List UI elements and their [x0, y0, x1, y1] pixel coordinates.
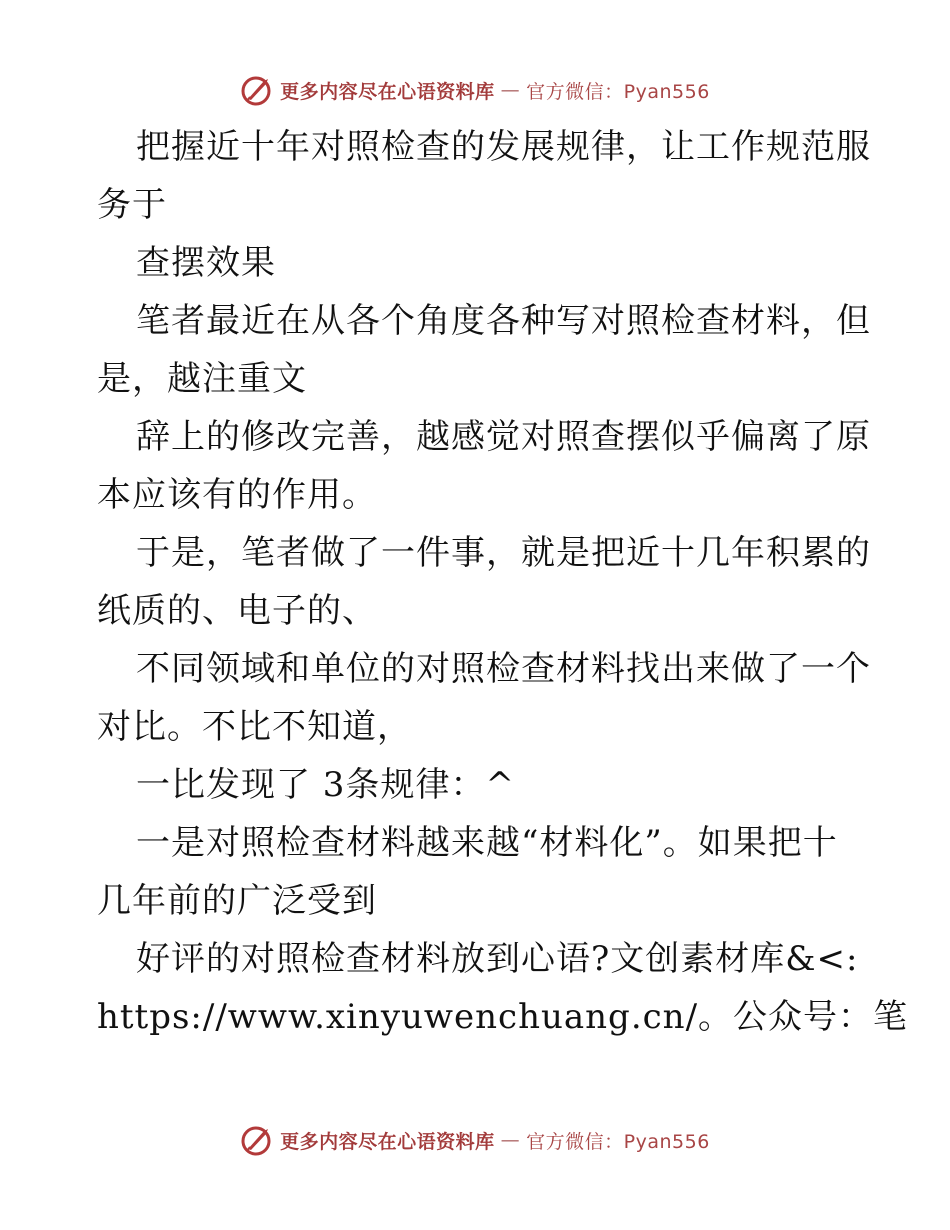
paragraph-line: 几年前的广泛受到	[97, 881, 377, 921]
header-banner	[0, 70, 950, 110]
banner-wechat-text: 官方微信：Pyan556	[526, 1130, 710, 1153]
paragraph-line: 是，越注重文	[97, 359, 307, 399]
paragraph-line: 笔者最近在从各个角度各种写对照检查材料，但	[136, 301, 871, 341]
quill-pen-logo-icon	[240, 1123, 274, 1157]
paragraph-line: 于是，笔者做了一件事，就是把近十几年积累的	[136, 533, 871, 573]
banner-site-text: 更多内容尽在心语资料库	[280, 80, 495, 103]
paragraph-line: 辞上的修改完善，越感觉对照查摆似乎偏离了原	[136, 417, 871, 457]
paragraph-line: 一是对照检查材料越来越“材料化”。如果把十	[136, 823, 838, 863]
paragraph-line: 本应该有的作用。	[97, 475, 377, 515]
paragraph-line: 纸质的、电子的、	[97, 591, 377, 631]
paragraph-line: 对比。不比不知道，	[97, 707, 412, 747]
paragraph-line: 一比发现了 3条规律：^	[136, 765, 515, 805]
banner-separator: —	[500, 79, 521, 101]
quill-pen-logo-icon	[240, 73, 274, 107]
banner-wechat-text: 官方微信：Pyan556	[526, 80, 710, 103]
footer-banner	[0, 1120, 950, 1160]
banner-site-text: 更多内容尽在心语资料库	[280, 1130, 495, 1153]
paragraph-line: 不同领域和单位的对照检查材料找出来做了一个	[136, 649, 871, 689]
paragraph-line: 好评的对照检查材料放到心语?文创素材库&<:	[136, 939, 859, 979]
paragraph-line: https://www.xinyuwenchuang.cn/。公众号：笔	[97, 997, 909, 1037]
paragraph-line: 查摆效果	[136, 243, 276, 283]
paragraph-line: 把握近十年对照检查的发展规律，让工作规范服	[136, 127, 871, 167]
document-body	[97, 118, 909, 1046]
paragraph-line: 务于	[97, 185, 167, 225]
banner-separator: —	[500, 1129, 521, 1151]
